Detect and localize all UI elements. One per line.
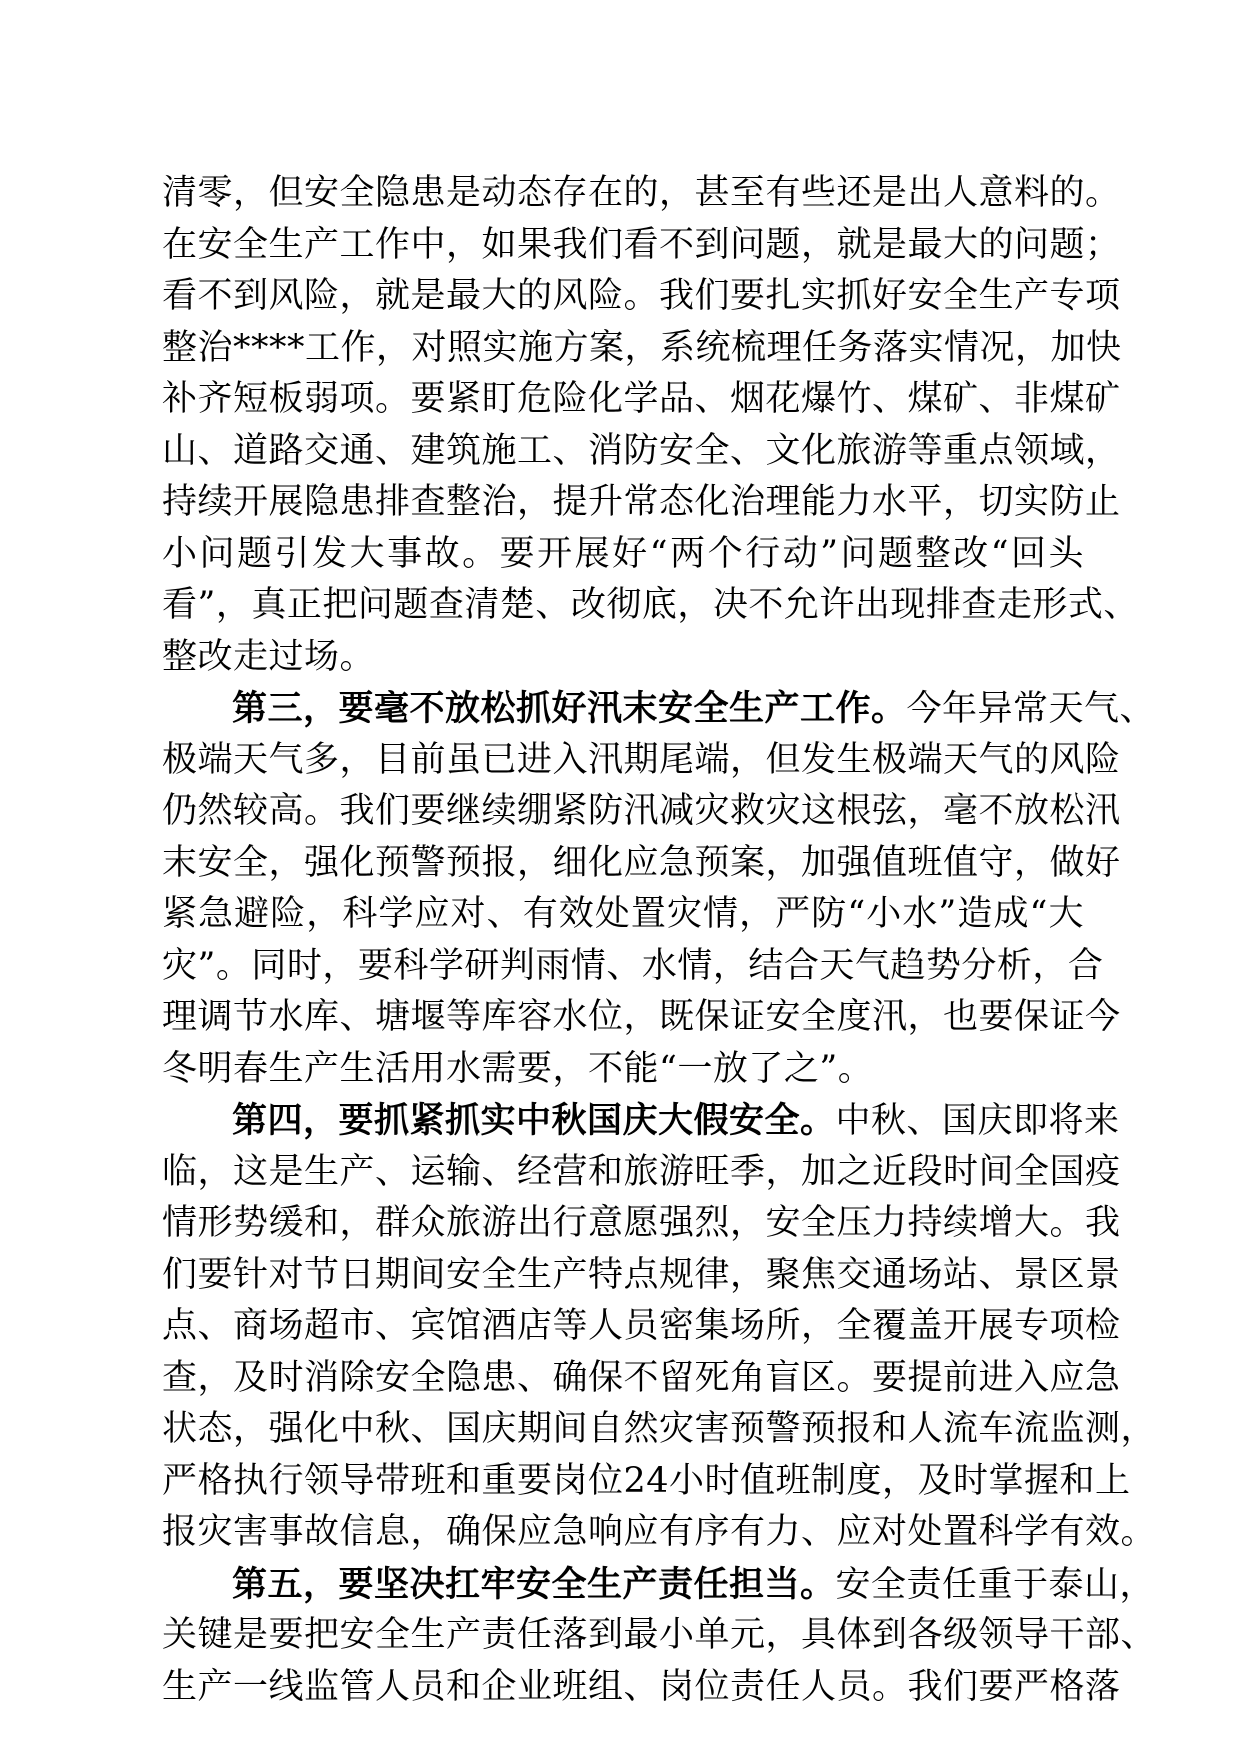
text-line [162, 1095, 1120, 1147]
text-line: 严格执行领导带班和重要岗位24小时值班制度，及时掌握和上 [162, 1460, 1131, 1501]
paragraph-2 [162, 683, 1156, 1095]
text-line: 持续开展隐患排查整治，提升常态化治理能力水平，切实防止 [162, 482, 1121, 522]
text-line: 情形势缓和，群众旅游出行意愿强烈，安全压力持续增大。我 [162, 1203, 1121, 1243]
text-line: 点、商场超市、宾馆酒店等人员密集场所，全覆盖开展专项检 [162, 1306, 1121, 1346]
body-text [162, 168, 1157, 1713]
text-line: 理调节水库、塘堰等库容水位，既保证安全度汛，也要保证今 [162, 997, 1121, 1037]
text-line: 末安全，强化预警预报，细化应急预案，加强值班值守，做好 [162, 842, 1121, 883]
text-line [162, 1559, 1156, 1611]
text-line: 山、道路交通、建筑施工、消防安全、文化旅游等重点领域， [162, 430, 1121, 471]
text-line: 状态，强化中秋、国庆期间自然灾害预警预报和人流车流监测， [162, 1409, 1157, 1449]
text-line: 清零，但安全隐患是动态存在的，甚至有些还是出人意料的。 [162, 173, 1121, 213]
text-line: 紧急避险，科学应对、有效处置灾情，严防“小水”造成“大 [162, 894, 1084, 934]
text-line: 报灾害事故信息，确保应急响应有序有力、应对处置科学有效。 [162, 1512, 1157, 1552]
text-run: 安全责任重于泰山， [835, 1564, 1156, 1605]
text-line: 看不到风险，就是最大的风险。我们要扎实抓好安全生产专项 [162, 276, 1121, 316]
section-heading: 第四，要抓紧抓实中秋国庆大假安全。 [232, 1100, 836, 1141]
paragraph-4 [162, 1559, 1157, 1714]
text-line: 整改走过场。 [162, 636, 376, 677]
text-line: 仍然较高。我们要继续绷紧防汛减灾救灾这根弦，毫不放松汛 [162, 791, 1121, 831]
text-line: 生产一线监管人员和企业班组、岗位责任人员。我们要严格落 [162, 1666, 1121, 1707]
text-line: 灾”。同时，要科学研判雨情、水情，结合天气趋势分析，合 [162, 945, 1104, 986]
section-heading: 第三，要毫不放松抓好汛末安全生产工作。 [232, 688, 907, 729]
text-line: 冬明春生产生活用水需要，不能“一放了之”。 [162, 1048, 874, 1089]
text-line: 临，这是生产、运输、经营和旅游旺季，加之近段时间全国疫 [162, 1151, 1121, 1192]
text-line: 小问题引发大事故。要开展好“两个行动”问题整改“回头 [162, 533, 1084, 574]
text-line: 查，及时消除安全隐患、确保不留死角盲区。要提前进入应急 [162, 1357, 1121, 1398]
text-line: 整治****工作，对照实施方案，系统梳理任务落实情况，加快 [162, 327, 1122, 368]
text-run: 今年异常天气、 [906, 689, 1156, 729]
text-line: 在安全生产工作中，如果我们看不到问题，就是最大的问题； [162, 224, 1121, 265]
text-line: 关键是要把安全生产责任落到最小单元，具体到各级领导干部、 [162, 1615, 1157, 1655]
text-line: 极端天气多，目前虽已进入汛期尾端，但发生极端天气的风险 [162, 739, 1121, 780]
text-line: 补齐短板弱项。要紧盯危险化学品、烟花爆竹、煤矿、非煤矿 [162, 379, 1121, 419]
text-line: 们要针对节日期间安全生产特点规律，聚焦交通场站、景区景 [162, 1254, 1121, 1295]
paragraph-1 [162, 168, 1139, 683]
text-run: 中秋、国庆即将来 [835, 1101, 1120, 1141]
text-line [162, 683, 1156, 735]
section-heading: 第五，要坚决扛牢安全生产责任担当。 [232, 1563, 836, 1605]
paragraph-3 [162, 1095, 1157, 1559]
text-line: 看”，真正把问题查清楚、改彻底，决不允许出现排查走形式、 [162, 585, 1139, 625]
